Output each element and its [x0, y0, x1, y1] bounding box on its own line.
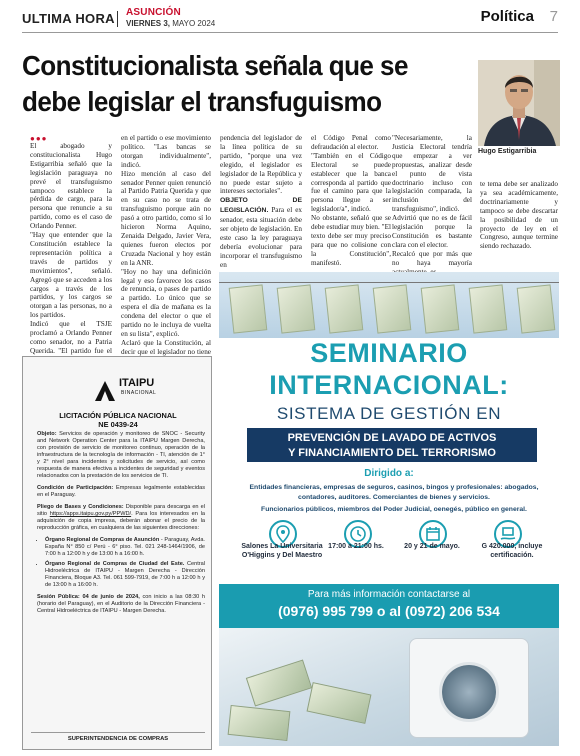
article-column-2 — [121, 134, 211, 374]
tender-addresses — [45, 537, 205, 589]
article-text: "Necesariamente, la Justicia Electoral tendría que empezar a ver propuestas, analizar desde el punto de vista doctrinario incluso con legislación comparada, la inclusión del transfuguismo", indicó. Advirtió que no es de fácil legislación porque la Constitución es bastante clara con el elector. Recalcó que por más que no haya mayoría — [392, 134, 472, 267]
clothesline — [219, 282, 559, 283]
banknote — [373, 284, 412, 333]
tender-download-link[interactable]: https://apps.itaipu.gov.py/PPWD/ — [49, 511, 132, 517]
category-title: Política — [480, 8, 534, 25]
photo-caption: Hugo Estigarribia — [478, 148, 537, 155]
tender-terms: Pliego de Bases y Condiciones: Disponible para descarga en el sitio https://apps.itaipu.gov.py/PPWD/. Para los interesados en la adquisición de copia impresa, deberán abonar el precio de la reproducción gráfica, en cualquiera de las siguientes direcciones: — [37, 504, 205, 531]
seminar-topic-line-1: PREVENCIÓN DE LAVADO DE ACTIVOS — [287, 432, 497, 444]
seminar-title-line-2: INTERNACIONAL: — [269, 370, 509, 400]
event-location: Salones La Universitaria O'Higgins y Del Maestro — [241, 543, 323, 559]
banknote — [421, 284, 460, 333]
contact-label: Para más información contactarse al — [307, 589, 471, 600]
money-clothesline-image — [219, 272, 559, 338]
article-text: el Código Penal como defraudación al elector. "También en el Código Electoral se puede establecer que la banca corresponda al partido que fue el camino para que la persona llegue a ser legislador/a", indicó. No obstante, señaló que se debe estudiar muy bien. "El texto debe ser muy preciso para que no colisione con la Constitución", manifestó. — [311, 134, 391, 267]
tender-address-cde: • Órgano Regional de Compras de Ciudad del Este. Central Hidroeléctrica de ITAIPU - Margen Derecha - Dirección Financiera, Bloque A3. Tel. 061 599-7919, de 7:00 h a 12:00 h y de 13:00 h a 16:00 h. — [45, 561, 205, 589]
event-time: 17:00 a 21:00 hs. — [328, 543, 384, 550]
contact-phones: (0976) 995 799 o al (0972) 206 534 — [278, 603, 500, 619]
tender-notice — [22, 356, 212, 750]
banknote — [277, 284, 316, 333]
tender-footer-rule — [31, 732, 205, 733]
tender-condition: Condición de Participación: Empresas legalmente establecidas en el Paraguay. — [37, 485, 205, 498]
edition-date: VIERNES 3, MAYO 2024 — [126, 19, 216, 28]
tender-session: Sesión Pública: 04 de junio de 2024, con inicio a las 08:30 h (horario del Paraguay), en el Auditorio de la Dirección Financiera - Central Hidroeléctrica de ITAIPU - Margen Derecha. — [37, 594, 205, 614]
article-column-3 — [220, 134, 302, 270]
article-text: te tema debe ser analizado ya sea académicamente, doctrinariamente y tampoco se debe descartar la posibilidad de un proyecto de ley en el Congreso, aunque termine siendo rechazado. — [480, 180, 558, 251]
article-column-5 — [392, 134, 472, 277]
event-dates: 20 y 21 de mayo. — [404, 543, 460, 550]
tender-address-asuncion: • Órgano Regional de Compras de Asunción - Paraguay, Avda. España N° 850 c/ Perú - 6° piso. Tel. 021 248-1464/1906, de 7:00 h a 12:00 h y de 13:00 h a 16:00 h. — [45, 537, 205, 558]
page-number: 7 — [549, 8, 558, 25]
portrait-photo — [478, 60, 560, 146]
header-separator — [117, 11, 118, 27]
banknote — [517, 284, 556, 333]
seminar-title-line-1: SEMINARIO — [310, 338, 468, 368]
laundering-money-image — [219, 628, 559, 746]
article-marker-dots: ●●● — [30, 134, 48, 143]
banknote — [325, 284, 364, 333]
banknote — [246, 659, 312, 706]
seminar-topic-line-2: Y FINANCIAMIENTO DEL TERRORISMO — [288, 447, 496, 459]
event-price: G 420.000, incluye certificación. — [481, 543, 543, 559]
header-rule — [22, 32, 558, 33]
banknote — [228, 705, 291, 741]
contact-band — [219, 584, 559, 628]
seminar-topic-band — [247, 428, 537, 462]
audience-heading: Dirigido a: — [364, 468, 414, 479]
edition-brand: ASUNCIÓN — [126, 7, 181, 18]
banknote — [307, 682, 372, 724]
seminar-subtitle: SISTEMA DE GESTIÓN EN — [276, 404, 502, 423]
article-headline: Constitucionalista señala que se debe legislar el transfuguismo — [22, 50, 408, 117]
article-text: en el partido o ese movimiento político. "Las bancas se otorgan individualmente", indicó. Hizo mención al caso del senador Penner quien renunció al Partido Patria Querida y que en su caso no se trata de transfuguismo porque aún no pasó a otro partido, como sí lo hicieron Norma Aquino, Zenaida Delgado, Javier Vera, quienes fueron electos por Cruzada Nacional y hoy están en la ANR. "Hoy no hay una definición legal y eso favorece los casos de renuncia, o pases de partido a partido. Lo único que se espera el día de mañana es la condena del elector o que el partido no le incluya de vuelta en su lista", explicó. Aclaró que la Constitución, al decir que el legislador no tiene — [121, 134, 211, 356]
tender-footer: SUPERINTENDENCIA DE COMPRAS — [67, 736, 169, 742]
tender-objective: Objeto: Servicios de operación y monitoreo de SNOC - Security and Network Operation Center para la ITAIPU Margen Derecha, con provisión de servicio de monitoreo continuo, operación de la infraestructura de la tecnología de información - TI, atención de 1° y 2° nivel para incidentes y solicitudes de servicio, así como respuesta de manera efectiva a incidentes de seguridad y eventos relacionados con la prestación de los servicios de TI. — [37, 431, 205, 479]
tender-title: LICITACIÓN PÚBLICA NACIONAL NE 0439-24 — [59, 411, 177, 429]
section-name: ULTIMA HORA — [22, 11, 115, 26]
page-header — [0, 0, 580, 32]
itaipu-logo-name: ITAIPU — [119, 377, 155, 389]
washing-machine-drum — [439, 662, 499, 722]
banknote — [229, 284, 268, 333]
audience-list: Entidades financieras, empresas de seguros, casinos, bingos y profesionales: abogados, contadores, auditores. Comerciantes de bienes y servicios. Funcionarios públicos, miembros del Poder Judicial, oenegés, público en general. — [249, 484, 539, 513]
article-text: pendencia del legislador de la línea política de su partido, "porque una vez elegido, el legislador es legislador de la República y no puede estar sujeto a intereses sectoriales". OBJETO DE LEGISLACIÓN. Para el ex senador, esta situación debe ser objeto de legislación. En este caso la ley paraguaya debería evolucionar para incorporar el transfuguismo en — [220, 134, 302, 269]
tender-body — [37, 431, 205, 620]
article-column-6 — [480, 180, 558, 251]
article-text: El abogado y constitucionalista Hugo Estigarribia señaló que la legislación paraguaya no prevé el transfuguismo tampoco establece la pérdida de cargo, para la persona que renuncie a su partido, como es el caso de Orlando Penner. "Hay que entender que la Constitución establece la representación política a través de partidos y movimientos", señaló. Agregó que se acceden a los cargos a través de los partidos, y los cargos se otorgan a las personas, no a los partidos. Indicó que el TSJE proclamó a Orlando Penner como senador, no a Patria Querida. "El partido fue el — [30, 142, 112, 355]
article-column-4 — [311, 134, 391, 268]
itaipu-logo-subtitle: BINACIONAL — [121, 390, 157, 396]
seminar-advertisement — [219, 338, 559, 746]
banknote — [469, 284, 508, 333]
